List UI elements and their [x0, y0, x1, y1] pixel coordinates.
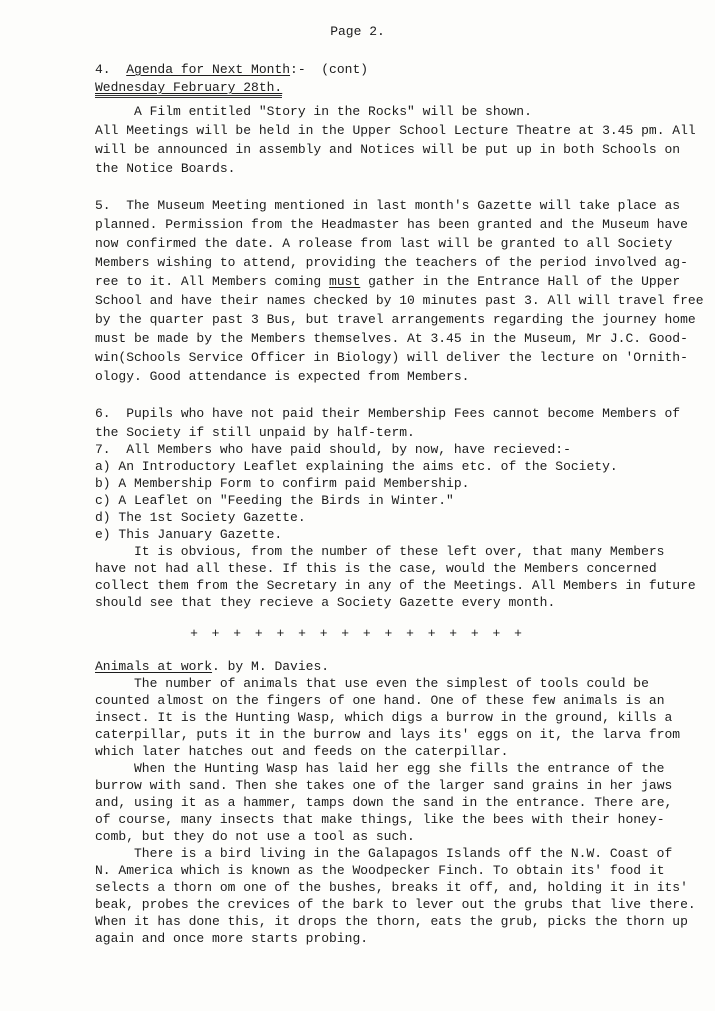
text-line: There is a bird living in the Galapagos Islands off the N.W. Coast of [134, 846, 673, 861]
text-line: now confirmed the date. A rolease from last will be granted to all Society [95, 236, 673, 251]
text-line: 5. The Museum Meeting mentioned in last month's Gazette will take place as [95, 198, 681, 213]
page-number: Page 2. [330, 24, 385, 39]
article-byline: . by M. Davies. [212, 659, 330, 674]
text-line: collect them from the Secretary in any of the Meetings. All Members in future [95, 578, 696, 593]
text-line: beak, probes the crevices of the bark to lever out the grubs that live there. [95, 897, 696, 912]
text-line: by the quarter past 3 Bus, but travel arrangements regarding the journey home [95, 312, 696, 327]
text-line: planned. Permission from the Headmaster has been granted and the Museum have [95, 217, 688, 232]
section-number: 4. [95, 62, 111, 77]
text-line: The number of animals that use even the simplest of tools could be [134, 676, 649, 691]
list-item: c) A Leaflet on "Feeding the Birds in Winter." [95, 493, 454, 508]
text-line: A Film entitled "Story in the Rocks" will be shown. [134, 104, 532, 119]
list-item: e) This January Gazette. [95, 527, 283, 542]
text-line: All Meetings will be held in the Upper School Lecture Theatre at 3.45 pm. All [95, 123, 696, 138]
text-line: the Notice Boards. [95, 161, 236, 176]
text-line: N. America which is known as the Woodpecker Finch. To obtain its' food it [95, 863, 665, 878]
list-item: a) An Introductory Leaflet explaining the aims etc. of the Society. [95, 459, 618, 474]
text-line: 6. Pupils who have not paid their Membership Fees cannot become Members of [95, 406, 681, 421]
section4-heading-line [95, 60, 368, 79]
text-line: should see that they recieve a Society Gazette every month. [95, 595, 556, 610]
heading-suffix: :- (cont) [290, 62, 369, 77]
text-line: burrow with sand. Then she takes one of the larger sand grains in her jaws [95, 778, 673, 793]
section-heading: Agenda for Next Month [126, 62, 291, 77]
meeting-date: Wednesday February 28th. [95, 80, 282, 98]
text-line: insect. It is the Hunting Wasp, which digs a burrow in the ground, kills a [95, 710, 673, 725]
text-line: have not had all these. If this is the case, would the Members concerned [95, 561, 657, 576]
text-line: School and have their names checked by 10 minutes past 3. All will travel free [95, 293, 704, 308]
text-span: gather in the Entrance Hall of the Upper [360, 274, 681, 289]
text-span: ree to it. All Members coming [95, 274, 330, 289]
text-line: the Society if still unpaid by half-term. [95, 425, 415, 440]
emphasis-must: must [329, 274, 361, 289]
text-line: It is obvious, from the number of these left over, that many Members [134, 544, 665, 559]
text-line: When it has done this, it drops the thorn, eats the grub, picks the thorn up [95, 914, 688, 929]
text-line: 7. All Members who have paid should, by now, have recieved:- [95, 442, 571, 457]
separator-plus-row: + + + + + + + + + + + + + + + + [190, 626, 525, 641]
text-line: When the Hunting Wasp has laid her egg she fills the entrance of the [134, 761, 665, 776]
article-title: Animals at work [95, 659, 213, 674]
text-line: again and once more starts probing. [95, 931, 369, 946]
text-line: selects a thorn om one of the bushes, breaks it off, and, holding it in its' [95, 880, 688, 895]
text-line: must be made by the Members themselves. At 3.45 in the Museum, Mr J.C. Good- [95, 331, 688, 346]
list-item: b) A Membership Form to confirm paid Membership. [95, 476, 470, 491]
list-item: d) The 1st Society Gazette. [95, 510, 306, 525]
text-line: ology. Good attendance is expected from Members. [95, 369, 470, 384]
text-line: counted almost on the fingers of one hand. One of these few animals is an [95, 693, 665, 708]
text-line: will be announced in assembly and Notices will be put up in both Schools on [95, 142, 681, 157]
text-line: comb, but they do not use a tool as such. [95, 829, 415, 844]
text-line: Members wishing to attend, providing the teachers of the period involved ag- [95, 255, 688, 270]
text-line: caterpillar, puts it in the burrow and lays its' eggs on it, the larva from [95, 727, 681, 742]
text-line: of course, many insects that make things, like the bees with their honey- [95, 812, 665, 827]
text-line: and, using it as a hammer, tamps down the sand in the entrance. There are, [95, 795, 673, 810]
text-line: which later hatches out and feeds on the caterpillar. [95, 744, 509, 759]
text-line: win(Schools Service Officer in Biology) will deliver the lecture on 'Ornith- [95, 350, 688, 365]
text-line [95, 272, 680, 291]
